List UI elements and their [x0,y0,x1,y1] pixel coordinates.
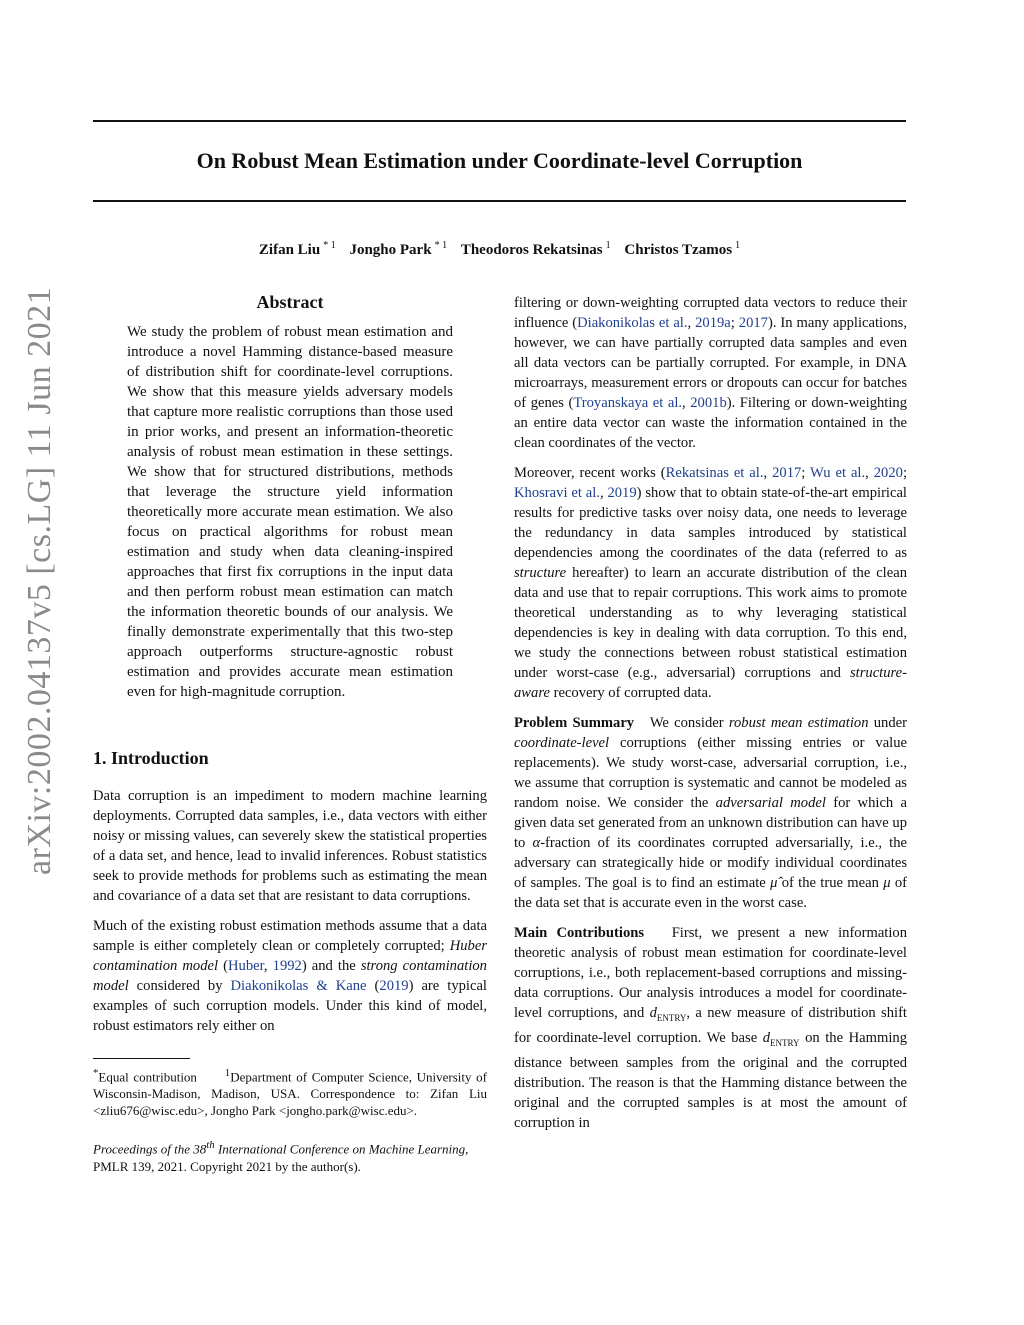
abstract-heading: Abstract [256,292,324,312]
footnote-rule [93,1058,190,1059]
citation-link[interactable]: Rekatsinas et al. [665,465,764,481]
citation-link[interactable]: 1992 [272,958,302,974]
citation-link[interactable]: Khosravi et al. [514,485,600,501]
author-name: Zifan Liu [258,242,321,258]
left-column [93,290,487,1175]
author-affiliation: 1 [605,240,611,251]
author-name: Jongho Park [349,242,432,258]
abstract-text: We study the problem of robust mean estimation and introduce a novel Hamming distance-based measure of distribution shift for coordinate-level corruptions. We show that this measure yields adversary models that capture more realistic corruptions than those used in prior works, and present an information-theoretic analysis of robust mean estimation in these settings. We show that for structured distributions, methods that leverage the structure yield information theoretically more accurate mean estimation. We also focus on practical algorithms for robust mean estimation and study when data cleaning-inspired approaches that first fix corruptions in the input data and then perform robust mean estimation can match the information theoretic bounds of our analysis. We finally demonstrate experimentally that this two-step approach outperforms structure-agnostic robust estimation and provides accurate mean estimation even for high-magnitude corruption. [127,324,453,700]
citation-link[interactable]: Wu et al. [810,465,866,481]
intro-paragraph-1: Data corruption is an impediment to modern machine learning deployments. Corrupted data samples, i.e., data vectors with either noisy or missing values, can severely skew the statistical properties of a data set, and hence, lead to invalid inferences. Robust statistics seek to provide methods for problems such as estimating the mean and covariance of a data set that are resistant to data corruptions. [93,788,487,904]
intro-paragraph-3: filtering or down-weighting corrupted data vectors to reduce their influence (Diakonikolas et al., 2019a; 2017). In many applications, however, we can have partially corrupted data samples and even all data vectors can be partially corrupted. For example, in DNA microarrays, measurement errors or dropouts can occur for batches of genes (Troyanskaya et al., 2001b). Filtering or down-weighting an entire data vector can waste the information contained in the clean coordinates of the vector. [514,295,908,451]
citation-link[interactable]: 2020 [873,465,903,481]
author-affiliation: 1 [735,240,741,251]
citation-link[interactable]: Diakonikolas & Kane [230,978,367,994]
section-heading-introduction: 1. Introduction [93,748,209,768]
problem-summary-paragraph: Problem Summary We consider robust mean estimation under coordinate-level corruptions (either missing entries or value replacements). We study worst-case, adversarial corruption, i.e., we assume that corruption is systematic and cannot be modeled as random noise. We consider the adversarial model for which a given data set generated from an unknown distribution can have up to α-fraction of its coordinates corrupted adversarially, i.e., the adversary can strategically hide or modify individual coordinates of samples. The goal is to find an estimate μ̂ of the true mean μ of the data set that is accurate even in the worst case. [514,715,908,911]
author-4 [624,242,740,258]
citation-link[interactable]: 2001b [690,395,727,411]
citation-link[interactable]: 2017 [772,465,802,481]
right-column [514,293,907,1143]
author-1 [259,242,336,258]
author-2 [349,242,447,258]
run-in-heading: Problem Summary [514,715,635,731]
citation-link[interactable]: 2019 [379,978,409,994]
arxiv-identifier: arXiv:2002.04137v5 [cs.LG] 11 Jun 2021 [21,286,58,875]
citation-link[interactable]: Diakonikolas et al. [577,315,688,331]
citation-link[interactable]: Troyanskaya et al. [573,395,683,411]
intro-paragraph-4: Moreover, recent works (Rekatsinas et al., 2017; Wu et al., 2020; Khosravi et al., 2019) show that to obtain state-of-the-art empirical results for predictive tasks over noisy data, one needs to leverage the redundancy in data samples introduced by statistical dependencies among the coordinates of the data (referred to as structure hereafter) to learn an accurate distribution of the clean data and use that to repair corruptions. This work aims to promote theoretical understanding as to why leveraging statistical dependencies is key in dealing with data corruption. To this end, we study the connections between robust statistical estimation under worst-case (e.g., adversarial) corruptions and structure-aware recovery of corrupted data. [514,465,907,701]
author-affiliation: * 1 [434,240,448,251]
citation-link[interactable]: 2017 [738,315,768,331]
intro-paragraph-2: Much of the existing robust estimation methods assume that a data sample is either completely clean or completely corrupted; Huber contamination model (Huber, 1992) and the strong contamination model considered by Diakonikolas & Kane (2019) are typical examples of such corruption models. Under this kind of model, robust estimators rely either on [93,918,487,1034]
paper-title: On Robust Mean Estimation under Coordinate-level Corruption [196,148,803,173]
author-list [93,235,906,261]
author-name: Theodoros Rekatsinas [460,242,603,258]
citation-link[interactable]: 2019a [695,315,731,331]
author-name: Christos Tzamos [624,242,733,258]
author-affiliation: * 1 [323,240,336,251]
title-bottom-rule [93,200,906,202]
affiliation-footnote: *Equal contribution $^1$Department of Computer Science, University of Wisconsin-Madison, Madison, USA. Correspondence to: Zifan Liu <zliu676@wisc.edu>, Jongho Park <jongho.park@wisc.edu>. [93,1067,487,1119]
title-top-rule [93,120,906,122]
proceedings-note: Proceedings of the 38th International Conference on Machine Learning, PMLR 139, 2021. Copyright 2021 by the author(s). [93,1139,469,1174]
run-in-heading: Main Contributions [514,925,645,941]
main-contributions-paragraph: Main Contributions First, we present a new information theoretic analysis of robust mean estimation for coordinate-level corruptions, i.e., both replacement-based corruptions and missing-data corruptions. Our analysis introduces a model for coordinate-level corruptions, and $d_{ENTRY}$, a new measure of distribution shift for coordinate-level corruption. We base $d_{ENTRY}$ on the Hamming distance between samples from the original and the corrupted distribution. The reason is that the Hamming distance between the original and the corrupted samples is at most the amount of corruption in [514,925,907,1131]
author-3 [461,242,611,258]
citation-link[interactable]: Huber [228,958,264,974]
citation-link[interactable]: 2019 [607,485,637,501]
